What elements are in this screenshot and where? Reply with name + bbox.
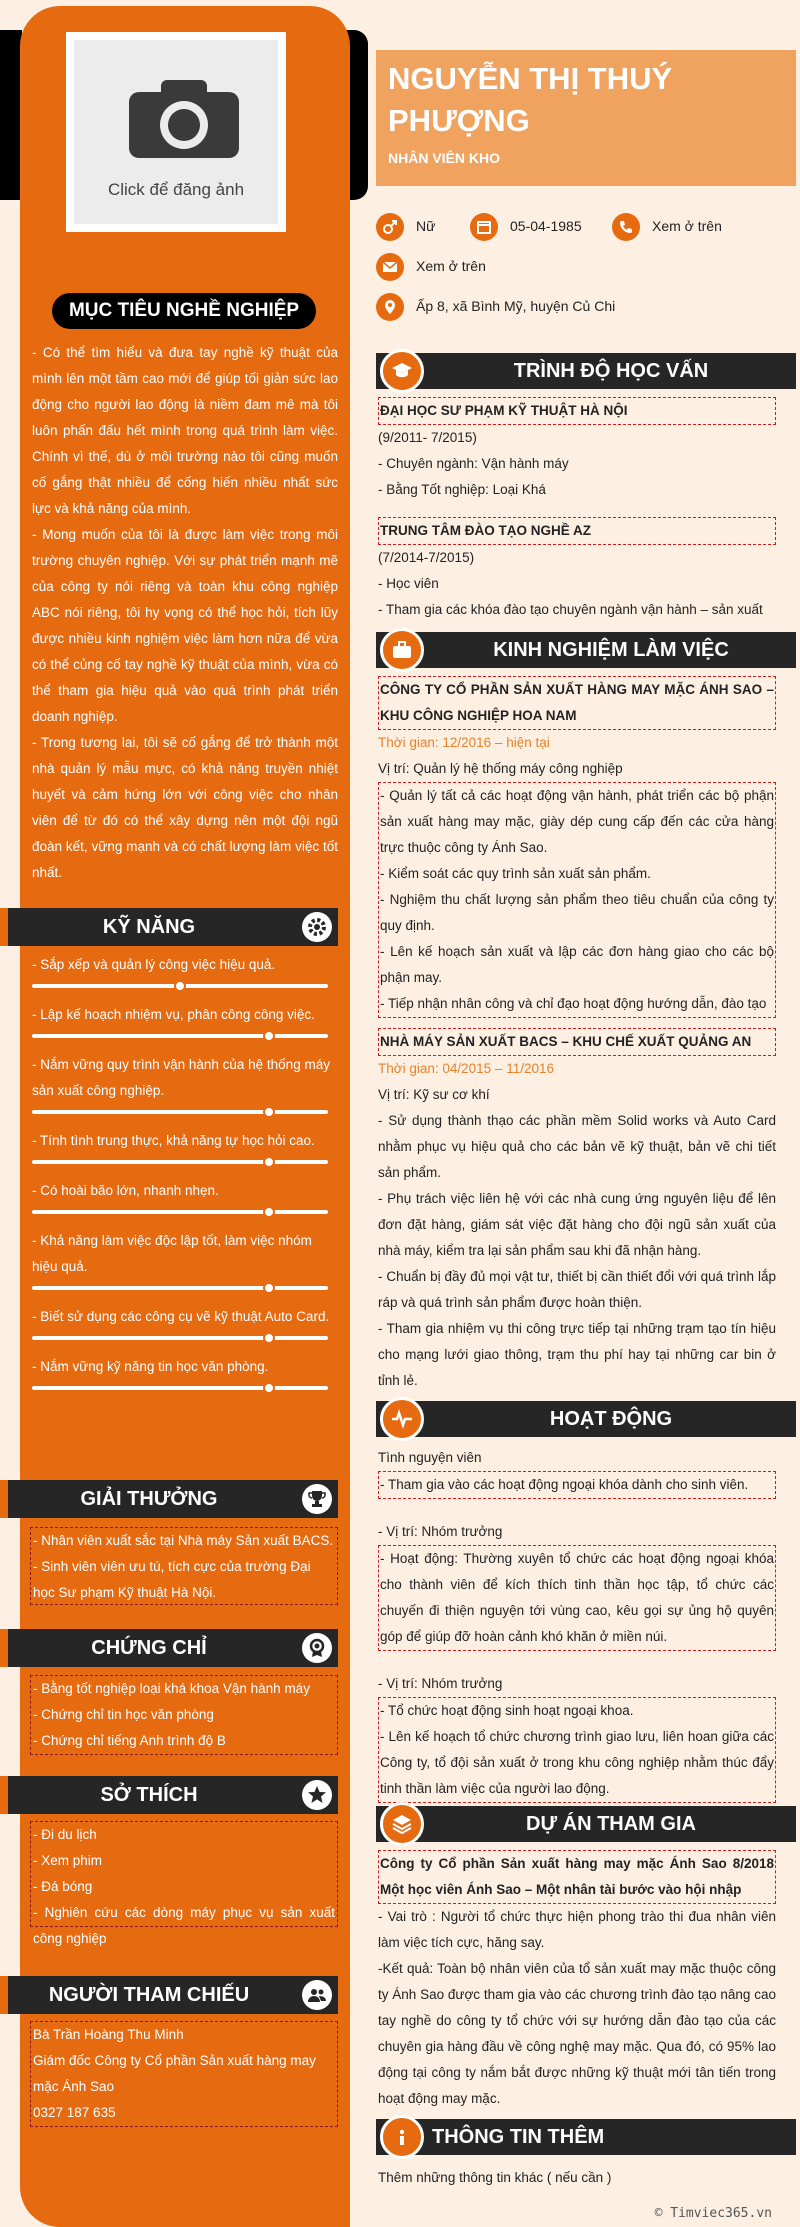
hobbies-box bbox=[30, 1821, 338, 1946]
objective-text: - Có thể tìm hiểu và đưa tay nghề kỹ thuật của mình lên một tầm cao mới để giúp tối giản sức lao động cho người lao động là niềm đam mê mà tôi luôn phấn đấu hết mình trong quá trình làm việc. Chính vì thế, dù ở môi trường nào tôi cũng muốn cố gắng thật nhiều để cống hiến nhiều nhất sức lực và khả năng của mình. - Mong muốn của tôi là được làm việc trong môi trường chuyên nghiệp. Với sự phát triển mạnh mẽ của công ty nói riêng và toàn khu công nghiệp ABC nói riêng, tôi hy vọng có thể học hỏi, tích lũy được nhiều kinh nghiệm việc làm hơn nữa để vừa có thể củng cố tay nghề kỹ thuật của mình, vừa có thể tham gia hiệu quả vào quá trình phát triển doanh nghiệp. - Trong tương lai, tôi sẽ cố gắng để trở thành một nhà quản lý mẫu mực, có khả năng truyền nhiệt huyết và cảm hứng lớn với công việc cho nhân viên để từ đó có thể xây dựng nên một đội ngũ đoàn kết, vững mạnh và có chất lượng làm việc tốt nhất. bbox=[32, 345, 338, 880]
awards-header bbox=[0, 1480, 338, 1518]
skill-label: - Tính tình trung thực, khả năng tự học hỏi cao. bbox=[32, 1133, 315, 1148]
projects-heading: DỰ ÁN THAM GIA bbox=[526, 1813, 696, 1835]
edu-detail: - Chuyên ngành: Vận hành máy bbox=[378, 456, 569, 471]
exp-duties: - Quản lý tất cả các hoạt động vận hành, phát triển các bộ phận sản xuất hàng may mặc, giày dép cung cấp đến các cửa hàng trực thuộc công ty Ánh Sao. - Kiểm soát các quy trình sản xuất sản phẩm. - Nghiệm thu chất lượng sản phẩm theo tiêu chuẩn của công ty quy định. - Lên kế hoạch sản xuất và lập các đơn hàng giao cho các bộ phận may. - Tiếp nhận nhân công và chỉ đạo hoạt động hướng dẫn, đào tạo bbox=[378, 782, 776, 1018]
info-dob bbox=[470, 212, 582, 241]
edu-detail: - Học viên bbox=[378, 576, 439, 591]
skill-slider bbox=[32, 1336, 328, 1340]
skill-slider bbox=[32, 1160, 328, 1164]
activities-list bbox=[378, 1445, 776, 1803]
people-icon bbox=[302, 1980, 332, 2010]
edu-period: (7/2014-7/2015) bbox=[378, 550, 475, 565]
briefcase-icon bbox=[380, 628, 424, 672]
hobby-line: - Đi du lịch bbox=[33, 1827, 97, 1842]
exp-company: CÔNG TY CỔ PHẦN SẢN XUẤT HÀNG MAY MẶC ÁNH SAO – KHU CÔNG NGHIỆP HOA NAM bbox=[378, 676, 776, 730]
hobby-line: - Nghiên cứu các dòng máy phục vụ sản xuất công nghiệp bbox=[33, 1905, 335, 1946]
skill-label: - Biết sử dụng các công cụ vẽ kỹ thuật Auto Card. bbox=[32, 1309, 330, 1324]
skill-label: - Có hoài bão lớn, nhanh nhẹn. bbox=[32, 1183, 219, 1198]
photo-upload[interactable] bbox=[66, 32, 286, 232]
skill-label: - Khả năng làm việc độc lập tốt, làm việc nhóm hiệu quả. bbox=[32, 1233, 312, 1274]
star-icon bbox=[302, 1780, 332, 1810]
exp-company: NHÀ MÁY SẢN XUẤT BACS – KHU CHẾ XUẤT QUẢNG AN bbox=[378, 1028, 776, 1056]
project-title: Công ty Cổ phần Sản xuất hàng may mặc Ánh Sao 8/2018 Một học viên Ánh Sao – Một nhân tài bước vào hội nhập bbox=[378, 1850, 776, 1904]
skill-slider bbox=[32, 1286, 328, 1290]
info-gender bbox=[376, 212, 435, 241]
skill-level-handle bbox=[263, 1382, 275, 1394]
projects-header bbox=[376, 1806, 796, 1842]
info-address bbox=[376, 292, 615, 321]
hobby-line: - Xem phim bbox=[33, 1853, 103, 1868]
skill-item bbox=[32, 1354, 338, 1390]
activity-box: - Tham gia vào các hoạt động ngoại khóa dành cho sinh viên. bbox=[378, 1471, 776, 1499]
info-icon bbox=[380, 2115, 424, 2159]
references-header bbox=[0, 1976, 338, 2014]
camera-icon bbox=[129, 78, 239, 158]
objective-heading: MỤC TIÊU NGHỀ NGHIỆP bbox=[52, 293, 316, 329]
skills-header bbox=[0, 908, 338, 946]
address-value: Ấp 8, xã Bình Mỹ, huyện Củ Chi bbox=[416, 298, 616, 314]
activity-role: Tình nguyện viên bbox=[378, 1450, 482, 1465]
graduation-cap-icon bbox=[380, 349, 424, 393]
info-phone bbox=[612, 212, 722, 241]
skill-item bbox=[32, 1228, 338, 1290]
dob-value: 05-04-1985 bbox=[510, 218, 582, 234]
skills-heading: KỸ NĂNG bbox=[102, 916, 196, 938]
phone-icon bbox=[612, 213, 640, 241]
certificates-header bbox=[0, 1629, 338, 1667]
pulse-icon bbox=[380, 1397, 424, 1441]
skill-level-handle bbox=[263, 1156, 275, 1168]
decor-left-block bbox=[0, 30, 22, 200]
awards-box bbox=[30, 1527, 338, 1605]
awards-line: - Sinh viên viên ưu tú, tích cực của trường Đại học Sư phạm Kỹ thuật Hà Nội. bbox=[33, 1559, 311, 1600]
location-icon bbox=[376, 293, 404, 321]
certificates-heading: CHỨNG CHỈ bbox=[91, 1637, 207, 1659]
certificate-line: - Bằng tốt nghiệp loại khá khoa Vận hành máy bbox=[33, 1681, 310, 1696]
experience-list bbox=[378, 676, 776, 1394]
more-info-text: Thêm những thông tin khác ( nếu cần ) bbox=[378, 2170, 612, 2185]
exp-time: Thời gian: 12/2016 – hiện tại bbox=[378, 735, 550, 750]
trophy-icon bbox=[302, 1484, 332, 1514]
activity-role: - Vị trí: Nhóm trưởng bbox=[378, 1676, 503, 1691]
skill-label: - Nắm vững kỹ năng tin học văn phòng. bbox=[32, 1359, 269, 1374]
projects-list bbox=[378, 1850, 776, 2112]
references-box bbox=[30, 2021, 338, 2127]
skill-slider bbox=[32, 1110, 328, 1114]
gender-icon bbox=[376, 213, 404, 241]
activities-heading: HOẠT ĐỘNG bbox=[549, 1408, 673, 1430]
skill-level-handle bbox=[174, 980, 186, 992]
skills-list bbox=[32, 952, 338, 1404]
awards-line: - Nhân viên xuất sắc tại Nhà máy Sản xuất BACS. bbox=[33, 1533, 334, 1548]
exp-position: Vị trí: Quản lý hệ thống máy công nghiệp bbox=[378, 761, 623, 776]
phone-value: Xem ở trên bbox=[652, 218, 722, 234]
gear-icon bbox=[302, 912, 332, 942]
edu-detail: - Tham gia các khóa đào tạo chuyên ngành vận hành – sản xuất bbox=[378, 602, 763, 617]
reference-name: Bà Trần Hoàng Thu Minh bbox=[33, 2027, 184, 2042]
exp-duties: - Sử dụng thành thạo các phần mềm Solid works và Auto Card nhằm phục vụ hiệu quả cho các bản vẽ kỹ thuật, bản vẽ chi tiết sản phẩm. - Phụ trách việc liên hệ với các nhà cung ứng nguyên liệu để lên đơn đặt hàng, giám sát việc đặt hàng cho đội ngũ sản xuất của nhà máy, kiểm tra lại sản phẩm sau khi đã nhận hàng. - Chuẩn bị đầy đủ mọi vật tư, thiết bị cần thiết đổi với quá trình lắp ráp và quá trình sản phẩm được hoàn thiện. - Tham gia nhiệm vụ thi công trực tiếp tại những trạm tạo tín hiệu cho mạng lưới giao thông, trạm thu phí hay tại những car bin ở tỉnh lẻ. bbox=[378, 1113, 776, 1388]
layers-icon bbox=[380, 1802, 424, 1846]
calendar-icon bbox=[470, 213, 498, 241]
exp-time: Thời gian: 04/2015 – 11/2016 bbox=[378, 1061, 554, 1076]
activity-box: - Hoạt động: Thường xuyên tổ chức các hoạt động ngoại khóa cho thành viên để kích thích tinh thần học tập, tổ chức các chuyến đi thiện nguyện tới vùng cao, kêu gọi sự ủng hộ quyên góp để giúp đỡ hoàn cảnh khó khăn ở miền núi. bbox=[378, 1545, 776, 1651]
candidate-name: NGUYỄN THỊ THUÝ PHƯỢNG bbox=[388, 61, 673, 138]
reference-position: Giám đốc Công ty Cổ phần Sản xuất hàng may mặc Ánh Sao bbox=[33, 2053, 316, 2094]
skill-level-handle bbox=[263, 1106, 275, 1118]
skill-label: - Lập kế hoạch nhiệm vụ, phân công công việc. bbox=[32, 1007, 315, 1022]
edu-school: TRUNG TÂM ĐÀO TẠO NGHỀ AZ bbox=[378, 517, 776, 545]
name-header bbox=[376, 50, 796, 186]
skill-slider bbox=[32, 1034, 328, 1038]
gender-value: Nữ bbox=[416, 218, 436, 234]
edu-period: (9/2011- 7/2015) bbox=[378, 430, 477, 445]
skill-slider bbox=[32, 1210, 328, 1214]
certificate-line: - Chứng chỉ tiếng Anh trình độ B bbox=[33, 1733, 226, 1748]
activities-header bbox=[376, 1401, 796, 1437]
education-header bbox=[376, 353, 796, 389]
medal-icon bbox=[302, 1633, 332, 1663]
skill-level-handle bbox=[263, 1282, 275, 1294]
email-icon bbox=[376, 253, 404, 281]
education-heading: TRÌNH ĐỘ HỌC VẤN bbox=[513, 360, 709, 382]
awards-heading: GIẢI THƯỞNG bbox=[80, 1488, 218, 1510]
reference-phone: 0327 187 635 bbox=[33, 2105, 116, 2120]
certificate-line: - Chứng chỉ tin học văn phòng bbox=[33, 1707, 214, 1722]
hobbies-header bbox=[0, 1776, 338, 1814]
more-info-header bbox=[376, 2119, 796, 2155]
skill-label: - Sắp xếp và quản lý công việc hiệu quả. bbox=[32, 957, 276, 972]
hobby-line: - Đá bóng bbox=[33, 1879, 93, 1894]
experience-header bbox=[376, 632, 796, 668]
more-info-heading: THÔNG TIN THÊM bbox=[432, 2126, 605, 2148]
project-text: - Vai trò : Người tổ chức thực hiện phong trào thi đua nhân viên làm việc tích cực, hăng say. -Kết quả: Toàn bộ nhân viên của tổ sản xuất may mặc thuộc công ty Ánh Sao được tham gia vào các chương trình đào tạo nâng cao tay nghề do công ty tổ chức với sự hướng dẫn đào tạo của các chuyên gia hàng đầu về công nghệ may mặc. Qua đó, có 95% lao động tại công ty nắm bắt được những kỹ thuật mới tân tiến trong hoạt động may mặc. bbox=[378, 1909, 776, 2106]
edu-school: ĐẠI HỌC SƯ PHẠM KỸ THUẬT HÀ NỘI bbox=[378, 397, 776, 425]
experience-heading: KINH NGHIỆM LÀM VIỆC bbox=[493, 639, 729, 661]
skill-item bbox=[32, 1128, 338, 1164]
skill-level-handle bbox=[263, 1332, 275, 1344]
skill-slider bbox=[32, 1386, 328, 1390]
skill-item bbox=[32, 1304, 338, 1340]
activity-box: - Tổ chức hoạt động sinh hoạt ngoại khoa. - Lên kế hoạch tổ chức chương trình giao lưu, liên hoan giữa các Công ty, tổ đội sản xuất ở trong khu công nghiệp nhằm thúc đẩy tinh thần làm việc của người lao động. bbox=[378, 1697, 776, 1803]
certificates-box bbox=[30, 1675, 338, 1755]
job-title: NHÂN VIÊN KHO bbox=[388, 150, 501, 166]
skill-item bbox=[32, 1052, 338, 1114]
skill-slider bbox=[32, 984, 328, 988]
references-heading: NGƯỜI THAM CHIẾU bbox=[48, 1984, 250, 2006]
skill-label: - Nắm vững quy trình vận hành của hệ thống máy sản xuất công nghiệp. bbox=[32, 1057, 330, 1098]
exp-position: Vị trí: Kỹ sư cơ khí bbox=[378, 1087, 490, 1102]
skill-item bbox=[32, 1002, 338, 1038]
education-list bbox=[378, 397, 776, 623]
hobbies-heading: SỞ THÍCH bbox=[100, 1784, 198, 1806]
activity-role: - Vị trí: Nhóm trưởng bbox=[378, 1524, 503, 1539]
skill-item bbox=[32, 1178, 338, 1214]
skill-level-handle bbox=[263, 1030, 275, 1042]
edu-detail: - Bằng Tốt nghiệp: Loại Khá bbox=[378, 482, 546, 497]
photo-upload-label: Click để đăng ảnh bbox=[107, 180, 245, 199]
footer-copyright: © Timviec365.vn bbox=[654, 2206, 772, 2221]
info-email bbox=[376, 252, 486, 281]
skill-level-handle bbox=[263, 1206, 275, 1218]
email-value: Xem ở trên bbox=[416, 258, 486, 274]
skill-item bbox=[32, 952, 338, 988]
